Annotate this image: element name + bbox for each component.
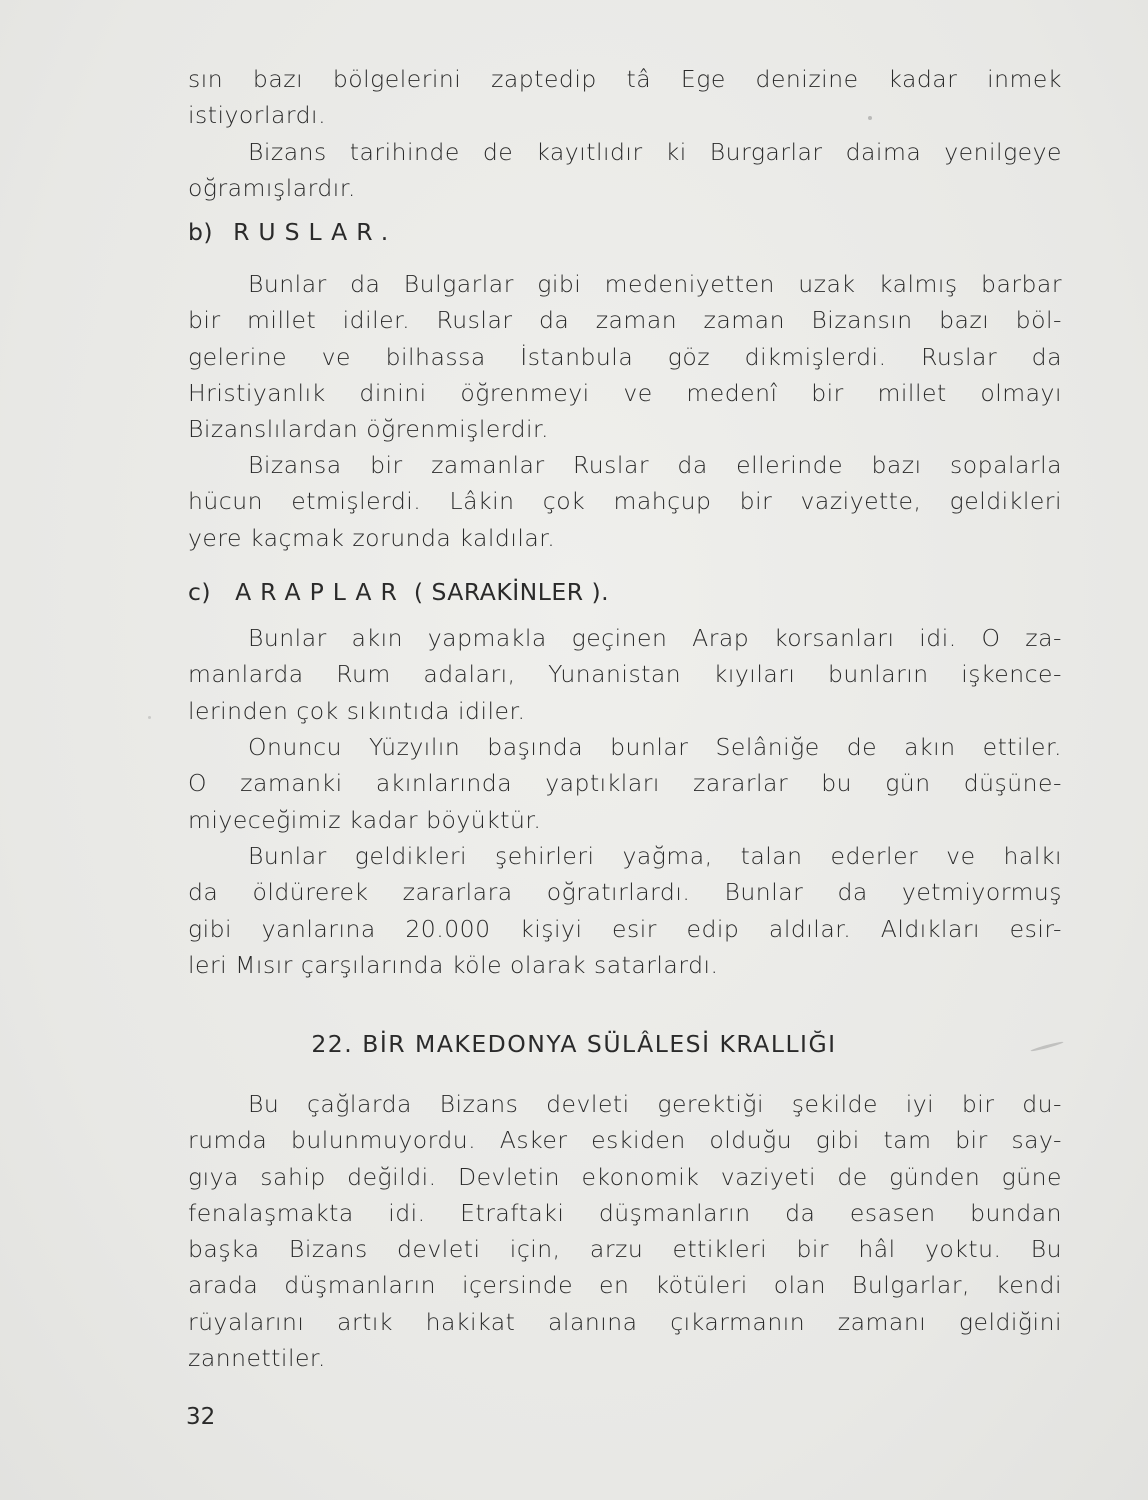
text-line: hücun etmişlerdi. Lâkin çok mahçup bir vaziyette, geldikleri: [188, 487, 1062, 516]
paragraph-7: [188, 838, 1062, 983]
page-number: 32: [186, 1404, 216, 1430]
text-line: yere kaçmak zorunda kaldılar.: [188, 523, 556, 552]
text-line: Bunlar akın yapmakla geçinen Arap korsanları idi. O za-: [248, 624, 1062, 652]
text-line: lerinden çok sıkıntıda idiler.: [188, 696, 526, 725]
text-line: Bunlar geldikleri şehirleri yağma, talan ederler ve halkı: [248, 842, 1062, 870]
paragraph-5: [188, 620, 1062, 729]
text-line: O zamanki akınlarında yaptıkları zararlar bu gün düşüne-: [188, 769, 1062, 798]
section-title: ARAPLAR: [235, 578, 406, 606]
paragraph-6: [188, 729, 1062, 838]
text-line: manlarda Rum adaları, Yunanistan kıyıları bunların işkence-: [188, 660, 1062, 689]
section-title: RUSLAR.: [233, 218, 398, 246]
text-line: Bizans tarihinde de kayıtlıdır ki Burgarlar daima yenilgeye: [248, 138, 1062, 166]
chapter-heading: 22. BİR MAKEDONYA SÜLÂLESİ KRALLIĞI: [311, 1030, 837, 1058]
text-line: gelerine ve bilhassa İstanbula göz dikmişlerdi. Ruslar da: [188, 342, 1062, 371]
paragraph-4: [188, 447, 1062, 556]
text-line: başka Bizans devleti için, arzu ettikleri bir hâl yoktu. Bu: [188, 1235, 1062, 1264]
paragraph-8: [188, 1086, 1062, 1376]
section-marker: c): [188, 578, 212, 606]
text-line: gıya sahip değildi. Devletin ekonomik vaziyeti de günden güne: [188, 1162, 1062, 1191]
text-line: arada düşmanların içersinde en kötüleri olan Bulgarlar, kendi: [188, 1271, 1062, 1300]
scan-mark: [868, 116, 872, 120]
text-line: rumda bulunmuyordu. Asker eskiden olduğu gibi tam bir say-: [188, 1126, 1062, 1155]
text-line: zannettiler.: [188, 1344, 326, 1373]
text-line: istiyorlardı.: [188, 101, 327, 130]
text-line: Bizanslılardan öğrenmişlerdir.: [188, 415, 550, 444]
text-line: fenalaşmakta idi. Etraftaki düşmanların da esasen bundan: [188, 1198, 1062, 1227]
text-line: leri Mısır çarşılarında köle olarak satarlardı.: [188, 950, 719, 979]
text-line: gibi yanlarına 20.000 kişiyi esir edip aldılar. Aldıkları esir-: [188, 914, 1062, 943]
text-line: Bu çağlarda Bizans devleti gerektiği şekilde iyi bir du-: [248, 1090, 1062, 1118]
text-line: bir millet idiler. Ruslar da zaman zaman Bizansın bazı böl-: [188, 306, 1062, 335]
text-line: Bizansa bir zamanlar Ruslar da ellerinde bazı sopalarla: [248, 451, 1062, 479]
section-heading-araplar: [188, 578, 609, 606]
scan-mark: [148, 716, 151, 719]
section-marker: b): [188, 218, 214, 246]
text-line: Bunlar da Bulgarlar gibi medeniyetten uzak kalmış barbar: [248, 270, 1062, 298]
section-subtitle: ( SARAKİNLER ).: [413, 578, 610, 606]
text-line: Hristiyanlık dinini öğrenmeyi ve medenî bir millet olmayı: [188, 378, 1062, 407]
text-line: oğramışlardır.: [188, 174, 356, 203]
text-line: sın bazı bölgelerini zaptedip tâ Ege denizine kadar inmek: [188, 65, 1062, 93]
paragraph-1: [188, 61, 1062, 134]
text-line: Onuncu Yüzyılın başında bunlar Selâniğe de akın ettiler.: [248, 733, 1062, 761]
text-line: rüyalarını artık hakikat alanına çıkarmanın zamanı geldiğini: [188, 1307, 1062, 1336]
section-heading-ruslar: [188, 218, 397, 246]
text-line: miyeceğimiz kadar böyüktür.: [188, 805, 542, 834]
text-line: da öldürerek zararlara oğratırlardı. Bunlar da yetmiyormuş: [188, 878, 1062, 907]
paragraph-3: [188, 266, 1062, 447]
paragraph-2: [188, 134, 1062, 207]
